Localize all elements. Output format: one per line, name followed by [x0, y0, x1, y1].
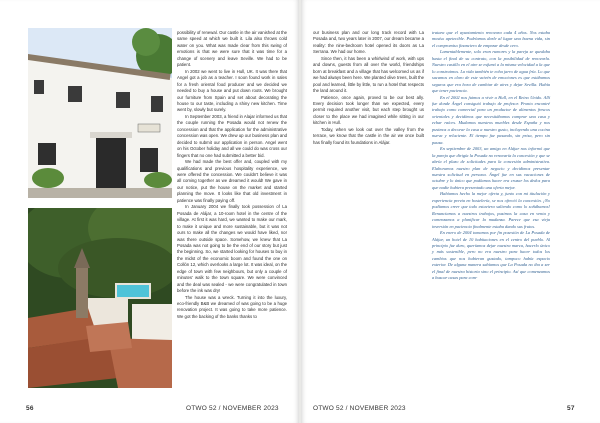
paragraph: En el 2002 nos fuimos a vivir a Hull, en el Reino Unido. Allí fue donde Ángel consiguió trabajo de profesor. Pronto encontré trabajo como comercial para un productor de alimentos frescos orientales y decidimos que necesitábamos comprar una casa y echar raíces. Mudamos nuestros muebles desde España y nos pusimos a decorar la casa a nuestro gusto, incluyendo una cocina nueva y reluciente. El tiempo fue pasando, sin prisa, pero sin pausa. [432, 94, 550, 145]
paragraph: Today, when we look out over the valley from the terrace, we know that the castle in the air we once built has finally found its foundations in Alájar. [313, 126, 424, 145]
article-column-spanish [432, 30, 550, 282]
paragraph: In 2002 we went to live in Hull, UK. It was there that Angel got a job as a teacher. I soon found work in sales for a fresh oriental food producer and we decided we needed to buy a house and put down roots. We brought our furniture from Spain and set about decorating the house to our taste, including a shiny new kitchen. Time went by, slowly but surely. [177, 68, 287, 113]
village-rooftops-icon [28, 208, 172, 388]
paragraph: We had made the best offer and, coupled with my qualifications and previous hospitality experience, we were offered the concession. We couldn't believe it was all coming together as we dreamed it would! We gave in our notice, put the house on the market and started planning the move. It looks like that old investment in patience was finally paying off. [177, 159, 287, 203]
article-column [177, 30, 287, 320]
paragraph: En enero de 2004 tomamos por fin posesión de La Posada de Alájar, un hotel de 10 habitaciones en el centro del pueblo. Al principio fue duro, queríamos dejar nuestra marca, hacerlo único y más sostenible, pero no era nuestro para hacer todos los cambios que nos hubieran gustado, tampoco había espacio exterior. De alguna manera sabíamos que La Posada no iba a ser el final de nuestra historia sino el principio. Así que comenzamos a buscar casas para com- [432, 230, 550, 281]
paragraph: Since then, it has been a whirlwind of work, with ups and downs, guests from all over the world, friendships born at breakfast and a village that has welcomed us as if we had always been here. We planted olive trees, built the pool and learned, little by little, to run a hotel that respects the land around it. [313, 55, 424, 94]
paragraph: tratara que el ayuntamiento renovara cada 4 años. Nos estaba mosíso apetecible. Podríamos darle al lugar una buena vida, sin el compromiso financiero de empezar desde cero. [432, 30, 550, 48]
paragraph: En septiembre de 2003, un amigo en Alájar nos informó que la pareja que dirigía la Posada no renovaría la concesión y que se abría el plazo de solicitudes para la concesión administrativa. Elaboramos nuestro plan de negocio y decidimos presentar nuestra solicitud en persona. Ángel fue en sus vacaciones de octubre y lo único que podíamos hacer era cruzar los dedos para que nadie hubiera presentado una oferta mejor. [432, 146, 550, 190]
page-number: 56 [26, 405, 34, 412]
paragraph: In January 2004 we finally took possession of La Posada de Alájar, a 10-room hotel in the centre of the village. At first it was hard, we wanted to make our mark, to make it unique and more sustainable, but it was not ours to make all the changes we would have liked, nor was there outside space. Somehow, we knew that La Posada was not going to be the end of our story but just the beginning. So, we started looking for houses to buy in the midst of the economic boom and found the one on Collón 12, which overlooks a large lot. It was ideal, on the edge of town with few neighbours, but only a couple of minutes' walk to the town square. We were convinced and the deal was sealed - we were congratulated in town before the ink was dry! [177, 204, 287, 294]
right-page [301, 0, 600, 423]
village-view-photo [28, 208, 172, 388]
paragraph: The house was a wreck. Turning it into the luxury, eco-friendly B&B we dreamed of was going to be a huge renovation project. It was going to take more patience. We got the backing of the banks thanks to [177, 294, 287, 319]
article-column-english [313, 30, 424, 146]
left-page [0, 0, 299, 423]
running-footer: OTWO 52 / NOVEMBER 2023 [313, 405, 406, 412]
running-footer: OTWO 52 / NOVEMBER 2023 [186, 405, 279, 412]
paragraph: Patience, once again, proved to be our best ally. Every decision took longer than we expected, every permit required another visit, but each step brought us closer to the place we had imagined while sitting in our kitchen in Hull. [313, 94, 424, 126]
white-village-house-icon [28, 28, 172, 198]
page-number: 57 [567, 405, 575, 412]
paragraph: Habíamos hecho la mejor oferta y, junto con mi titulación y experiencia previa en hostelería, se nos ofreció la concesión. ¡No podíamos creer que todo estuviera saliendo como lo soñábamos! Renunciamos a nuestros trabajos, pusimos la casa en venta y comenzamos a planificar la mudanza. Parece que esa vieja inversión en paciencia finalmente estaba dando sus frutos. [432, 191, 550, 229]
paragraph: Lamentablemente, solo eran rumores y la pareja se quedaba hasta el final de su contrato, con la posibilidad de renovarla. Nuestro castillo en el aire se esfumó a la misma velocidad a la que lo construimos. La vida también te echa jarro de agua fría. Lo que sacamos en claro de este vaivén de emociones es que estábamos seguros que era hora de cambiar de aires y dejar Sevilla. Había que tener paciencia. [432, 49, 550, 94]
paragraph: our business plan and our long track record with La Posada and, two years later in 2007, our dream became a reality: the nine-bedroom hotel opened its doors as La Serrana. We had our home. [313, 30, 424, 55]
paragraph: possibility of renewal. Our castle in the air vanished at the same speed at which we built it. Lila also throws cold water on you. What was made clear from this swing of emotions is that we were sure that it was time for a change of scenery and leave Seville. We had to be patient. [177, 30, 287, 68]
paragraph: In September 2003, a friend in Alajar informed us that the couple running the Posada would not renew the concession and that the application for the administrative concession was open. We drew up our business plan and decided to submit our application in person. Angel went on his October holiday and all we could do was cross our fingers that no one had submitted a better bid. [177, 113, 287, 158]
house-facade-photo [28, 28, 172, 198]
